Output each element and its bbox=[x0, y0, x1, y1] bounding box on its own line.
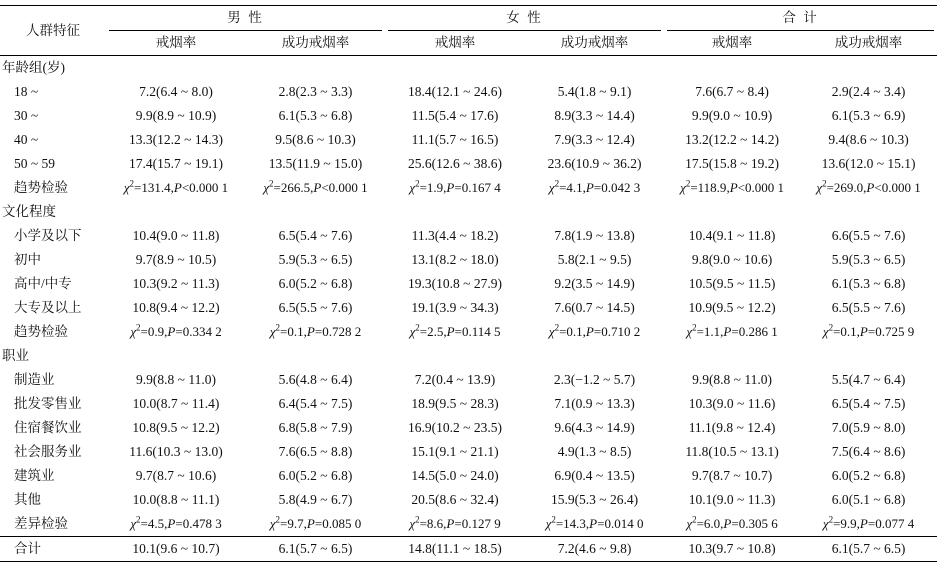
chi-superscript: 2 bbox=[269, 178, 274, 189]
total-cell: 10.3(9.7 ~ 10.8) bbox=[688, 541, 776, 556]
test-statistic: $\chi^2=6.0,P=0.305$ 6 bbox=[686, 514, 778, 531]
table-cell: 6.5(5.4 ~ 7.6) bbox=[278, 228, 353, 243]
chi-value: 269.0 bbox=[833, 180, 864, 195]
test-label: 趋势检验 bbox=[14, 324, 68, 339]
table-cell: 10.8(9.5 ~ 12.2) bbox=[132, 420, 220, 435]
p-symbol: P bbox=[866, 180, 875, 195]
row-label: 50 ~ 59 bbox=[14, 156, 56, 171]
p-value: 0.334 2 bbox=[182, 324, 222, 339]
table-cell: 17.4(15.7 ~ 19.1) bbox=[129, 156, 223, 171]
table-cell: 5.8(2.1 ~ 9.5) bbox=[557, 252, 632, 267]
table-cell: 6.0(5.2 ~ 6.8) bbox=[831, 468, 906, 483]
row-label: 大专及以上 bbox=[14, 300, 82, 315]
table-cell: 11.5(5.4 ~ 17.6) bbox=[411, 108, 499, 123]
table-cell: 7.5(6.4 ~ 8.6) bbox=[831, 444, 906, 459]
row-label: 批发零售业 bbox=[14, 396, 82, 411]
table-cell: 11.6(10.3 ~ 13.0) bbox=[129, 444, 223, 459]
p-value: 0.085 0 bbox=[322, 516, 362, 531]
total-cell: 10.1(9.6 ~ 10.7) bbox=[132, 541, 220, 556]
subheader-quit-rate: 戒烟率 bbox=[434, 35, 476, 50]
p-symbol: P bbox=[859, 324, 868, 339]
table-cell: 6.1(5.3 ~ 6.8) bbox=[278, 108, 353, 123]
table-cell: 9.7(8.9 ~ 10.5) bbox=[135, 252, 217, 267]
table-cell: 10.3(9.0 ~ 11.6) bbox=[688, 396, 776, 411]
test-statistic: $\chi^2=2.5,P=0.114$ 5 bbox=[409, 322, 501, 339]
chi-value: 2.5 bbox=[427, 324, 444, 339]
p-symbol: P bbox=[167, 324, 176, 339]
chi-symbol: χ bbox=[686, 324, 693, 339]
table-cell: 9.9(8.9 ~ 10.9) bbox=[135, 108, 217, 123]
chi-value: 0.1 bbox=[566, 324, 583, 339]
chi-value: 0.1 bbox=[287, 324, 304, 339]
test-row bbox=[0, 512, 937, 537]
table-cell: 5.5(4.7 ~ 6.4) bbox=[831, 372, 906, 387]
header-row-measures bbox=[0, 31, 937, 56]
p-symbol: P bbox=[585, 180, 594, 195]
table-cell: 15.1(9.1 ~ 21.1) bbox=[411, 444, 499, 459]
table-cell: 6.1(5.3 ~ 6.8) bbox=[831, 276, 906, 291]
chi-symbol: χ bbox=[680, 180, 686, 195]
total-cell: 14.8(11.1 ~ 18.5) bbox=[408, 541, 502, 556]
table-cell: 5.9(5.3 ~ 6.5) bbox=[278, 252, 353, 267]
table-cell: 6.1(5.3 ~ 6.9) bbox=[831, 108, 906, 123]
total-cell: 6.1(5.7 ~ 6.5) bbox=[831, 541, 906, 556]
chi-value: 131.4 bbox=[141, 180, 171, 195]
p-value: 0.127 9 bbox=[461, 516, 501, 531]
table-cell: 7.6(6.7 ~ 8.4) bbox=[695, 84, 769, 99]
chi-symbol: χ bbox=[269, 324, 276, 339]
p-symbol: P bbox=[446, 324, 455, 339]
chi-value: 9.9 bbox=[840, 516, 857, 531]
chi-value: 6.0 bbox=[703, 516, 721, 531]
chi-symbol: χ bbox=[822, 516, 829, 531]
p-value: 0.478 3 bbox=[182, 516, 222, 531]
table-cell: 23.6(10.9 ~ 36.2) bbox=[547, 156, 642, 171]
test-statistic: $\chi^2=9.9,P=0.077$ 4 bbox=[822, 514, 915, 531]
chi-value: 14.3 bbox=[563, 516, 586, 531]
test-statistic: $\chi^2=0.1,P=0.728$ 2 bbox=[269, 322, 362, 339]
table-cell: 7.8(1.9 ~ 13.8) bbox=[554, 228, 635, 243]
test-statistic: $\chi^2=4.1,P=0.042$ 3 bbox=[548, 178, 641, 195]
table-cell: 5.8(4.9 ~ 6.7) bbox=[278, 492, 353, 507]
table-cell: 7.6(0.7 ~ 14.5) bbox=[554, 300, 635, 315]
row-label: 40 ~ bbox=[14, 132, 39, 147]
row-label: 制造业 bbox=[14, 372, 55, 387]
p-symbol: P bbox=[729, 180, 738, 195]
p-value: 0.042 3 bbox=[601, 180, 641, 195]
row-label: 30 ~ bbox=[14, 108, 39, 123]
table-cell: 10.5(9.5 ~ 11.5) bbox=[688, 276, 776, 291]
chi-symbol: χ bbox=[409, 324, 416, 339]
table-cell: 2.8(2.3 ~ 3.3) bbox=[278, 84, 353, 99]
row-label: 住宿餐饮业 bbox=[14, 420, 82, 435]
chi-superscript: 2 bbox=[685, 178, 691, 189]
p-value: <0.000 1 bbox=[181, 180, 229, 195]
table-row bbox=[0, 128, 937, 152]
table-cell: 10.9(9.5 ~ 12.2) bbox=[688, 300, 776, 315]
test-statistic: $\chi^2=1.9,P=0.167$ 4 bbox=[409, 178, 501, 195]
test-row bbox=[0, 176, 937, 200]
table-row bbox=[0, 104, 937, 128]
table-cell: 15.9(5.3 ~ 26.4) bbox=[550, 492, 639, 507]
section-title-row bbox=[0, 200, 937, 224]
chi-symbol: χ bbox=[123, 180, 130, 195]
row-label: 初中 bbox=[14, 252, 41, 267]
table-cell: 5.4(1.8 ~ 9.1) bbox=[557, 84, 632, 99]
p-symbol: P bbox=[167, 516, 176, 531]
chi-symbol: χ bbox=[822, 324, 829, 339]
table-cell: 17.5(15.8 ~ 19.2) bbox=[685, 156, 779, 171]
p-symbol: P bbox=[313, 180, 322, 195]
section-title-row bbox=[0, 56, 937, 81]
table-cell: 11.8(10.5 ~ 13.1) bbox=[685, 444, 779, 459]
table-cell: 2.9(2.4 ~ 3.4) bbox=[831, 84, 906, 99]
test-statistic: $\chi^2=4.5,P=0.478$ 3 bbox=[130, 514, 222, 531]
chi-superscript: 2 bbox=[136, 322, 141, 333]
p-value: <0.000 1 bbox=[321, 180, 368, 195]
section-title: 年龄组(岁) bbox=[2, 60, 65, 75]
group-header-female: 女 性 bbox=[385, 6, 664, 32]
header-row-groups bbox=[0, 6, 937, 32]
table-cell: 9.9(9.0 ~ 10.9) bbox=[691, 108, 773, 123]
table-cell: 13.5(11.9 ~ 15.0) bbox=[268, 156, 363, 171]
table-cell: 10.4(9.0 ~ 11.8) bbox=[132, 228, 220, 243]
table-cell: 13.6(12.0 ~ 15.1) bbox=[821, 156, 916, 171]
p-symbol: P bbox=[723, 516, 732, 531]
table-cell: 9.9(8.8 ~ 11.0) bbox=[136, 372, 216, 387]
chi-superscript: 2 bbox=[136, 514, 141, 525]
table-cell: 2.3(−1.2 ~ 5.7) bbox=[553, 372, 636, 387]
table-cell: 8.9(3.3 ~ 14.4) bbox=[554, 108, 635, 123]
total-cell: 6.1(5.7 ~ 6.5) bbox=[278, 541, 353, 556]
row-label: 小学及以下 bbox=[14, 228, 82, 243]
table-row bbox=[0, 272, 937, 296]
table-cell: 13.3(12.2 ~ 14.3) bbox=[129, 132, 223, 147]
test-statistic: $\chi^2=118.9,P<0.000$ 1 bbox=[680, 178, 784, 195]
table-cell: 9.5(8.6 ~ 10.3) bbox=[275, 132, 356, 147]
table-cell: 6.0(5.2 ~ 6.8) bbox=[278, 276, 353, 291]
chi-superscript: 2 bbox=[692, 322, 697, 333]
table-row bbox=[0, 80, 937, 104]
row-label: 建筑业 bbox=[14, 468, 55, 483]
table-cell: 6.5(5.5 ~ 7.6) bbox=[278, 300, 353, 315]
chi-superscript: 2 bbox=[415, 178, 420, 189]
test-label: 趋势检验 bbox=[14, 180, 68, 195]
p-value: 0.710 2 bbox=[601, 324, 641, 339]
chi-superscript: 2 bbox=[415, 514, 420, 525]
p-symbol: P bbox=[585, 324, 594, 339]
chi-superscript: 2 bbox=[415, 322, 420, 333]
test-label: 差异检验 bbox=[14, 516, 68, 531]
chi-value: 1.9 bbox=[426, 180, 444, 195]
chi-value: 0.9 bbox=[147, 324, 165, 339]
chi-symbol: χ bbox=[816, 180, 823, 195]
row-label: 高中/中专 bbox=[14, 276, 72, 291]
table-cell: 10.0(8.8 ~ 11.1) bbox=[132, 492, 220, 507]
table-cell: 14.5(5.0 ~ 24.0) bbox=[411, 468, 499, 483]
chi-symbol: χ bbox=[409, 180, 416, 195]
table-cell: 10.8(9.4 ~ 12.2) bbox=[132, 300, 220, 315]
chi-value: 118.9 bbox=[697, 180, 727, 195]
chi-symbol: χ bbox=[686, 516, 693, 531]
table-cell: 9.7(8.7 ~ 10.7) bbox=[691, 468, 773, 483]
table-cell: 9.8(9.0 ~ 10.6) bbox=[691, 252, 773, 267]
table-row bbox=[0, 440, 937, 464]
table-row bbox=[0, 488, 937, 512]
table-cell: 19.3(10.8 ~ 27.9) bbox=[408, 276, 502, 291]
table-cell: 9.7(8.7 ~ 10.6) bbox=[135, 468, 217, 483]
table-cell: 10.3(9.2 ~ 11.3) bbox=[132, 276, 220, 291]
table-cell: 5.6(4.8 ~ 6.4) bbox=[278, 372, 353, 387]
test-statistic: $\chi^2=0.1,P=0.710$ 2 bbox=[548, 322, 641, 339]
table-cell: 10.0(8.7 ~ 11.4) bbox=[132, 396, 220, 411]
subheader-success-rate: 成功戒烟率 bbox=[560, 35, 629, 50]
p-symbol: P bbox=[589, 516, 598, 531]
table-row bbox=[0, 368, 937, 392]
chi-symbol: χ bbox=[545, 516, 552, 531]
row-label: 其他 bbox=[14, 492, 41, 507]
table-cell: 6.5(5.4 ~ 7.5) bbox=[831, 396, 906, 411]
table-cell: 7.0(5.9 ~ 8.0) bbox=[831, 420, 906, 435]
p-value: <0.000 1 bbox=[737, 180, 784, 195]
chi-superscript: 2 bbox=[828, 514, 834, 525]
p-value: 0.114 5 bbox=[461, 324, 501, 339]
chi-value: 8.6 bbox=[426, 516, 444, 531]
subheader-quit-rate: 戒烟率 bbox=[155, 35, 197, 50]
test-statistic: $\chi^2=266.5,P<0.000$ 1 bbox=[263, 178, 368, 195]
test-statistic: $\chi^2=8.6,P=0.127$ 9 bbox=[409, 514, 501, 531]
p-value: 0.725 9 bbox=[875, 324, 915, 339]
table-cell: 9.2(3.5 ~ 14.9) bbox=[554, 276, 635, 291]
chi-superscript: 2 bbox=[554, 178, 560, 189]
table-cell: 7.9(3.3 ~ 12.4) bbox=[554, 132, 635, 147]
table-row bbox=[0, 296, 937, 320]
p-value: 0.077 4 bbox=[875, 516, 915, 531]
table-cell: 7.2(0.4 ~ 13.9) bbox=[414, 372, 496, 387]
test-row bbox=[0, 320, 937, 344]
table-body bbox=[0, 56, 937, 562]
smoking-cessation-table bbox=[0, 5, 937, 562]
p-value: 0.286 1 bbox=[738, 324, 778, 339]
row-label: 社会服务业 bbox=[14, 444, 82, 459]
p-symbol: P bbox=[306, 516, 315, 531]
chi-superscript: 2 bbox=[275, 322, 281, 333]
corner-header: 人群特征 bbox=[26, 22, 80, 38]
chi-symbol: χ bbox=[548, 180, 555, 195]
table-cell: 6.8(5.8 ~ 7.9) bbox=[278, 420, 353, 435]
table-row bbox=[0, 464, 937, 488]
table-cell: 6.4(5.4 ~ 7.5) bbox=[278, 396, 353, 411]
chi-superscript: 2 bbox=[551, 514, 556, 525]
table-cell: 11.1(5.7 ~ 16.5) bbox=[411, 132, 499, 147]
table-cell: 10.4(9.1 ~ 11.8) bbox=[688, 228, 776, 243]
chi-superscript: 2 bbox=[828, 322, 834, 333]
chi-superscript: 2 bbox=[692, 514, 697, 525]
chi-value: 9.7 bbox=[287, 516, 304, 531]
chi-value: 1.1 bbox=[703, 324, 721, 339]
chi-symbol: χ bbox=[269, 516, 276, 531]
chi-superscript: 2 bbox=[275, 514, 281, 525]
table-cell: 4.9(1.3 ~ 8.5) bbox=[557, 444, 632, 459]
total-row bbox=[0, 537, 937, 562]
section-title-row bbox=[0, 344, 937, 368]
table-cell: 6.0(5.1 ~ 6.8) bbox=[831, 492, 906, 507]
table-row bbox=[0, 152, 937, 176]
p-value: 0.305 6 bbox=[738, 516, 778, 531]
table-cell: 20.5(8.6 ~ 32.4) bbox=[411, 492, 499, 507]
table-cell: 18.9(9.5 ~ 28.3) bbox=[411, 396, 499, 411]
table-row bbox=[0, 224, 937, 248]
test-statistic: $\chi^2=14.3,P=0.014$ 0 bbox=[545, 514, 644, 531]
chi-symbol: χ bbox=[263, 180, 270, 195]
subheader-success-rate: 成功戒烟率 bbox=[281, 35, 350, 50]
table-cell: 6.5(5.5 ~ 7.6) bbox=[831, 300, 906, 315]
p-symbol: P bbox=[859, 516, 868, 531]
p-symbol: P bbox=[446, 516, 455, 531]
p-value: 0.728 2 bbox=[322, 324, 362, 339]
table-cell: 16.9(10.2 ~ 23.5) bbox=[408, 420, 502, 435]
table-cell: 13.1(8.2 ~ 18.0) bbox=[411, 252, 499, 267]
subheader-quit-rate: 戒烟率 bbox=[711, 35, 753, 50]
subheader-success-rate: 成功戒烟率 bbox=[834, 35, 903, 50]
group-header-total: 合 计 bbox=[664, 6, 937, 32]
table-cell: 5.9(5.3 ~ 6.5) bbox=[831, 252, 906, 267]
table-cell: 10.1(9.0 ~ 11.3) bbox=[688, 492, 776, 507]
p-symbol: P bbox=[723, 324, 732, 339]
table-cell: 9.4(8.6 ~ 10.3) bbox=[828, 132, 909, 147]
test-statistic: $\chi^2=1.1,P=0.286$ 1 bbox=[686, 322, 778, 339]
total-cell: 7.2(4.6 ~ 9.8) bbox=[557, 541, 632, 556]
chi-symbol: χ bbox=[130, 516, 137, 531]
table-cell: 9.6(4.3 ~ 14.9) bbox=[554, 420, 635, 435]
chi-superscript: 2 bbox=[554, 322, 560, 333]
chi-value: 0.1 bbox=[840, 324, 857, 339]
p-value: <0.000 1 bbox=[874, 180, 921, 195]
table-cell: 7.2(6.4 ~ 8.0) bbox=[139, 84, 213, 99]
chi-symbol: χ bbox=[130, 324, 137, 339]
chi-superscript: 2 bbox=[822, 178, 827, 189]
p-symbol: P bbox=[173, 180, 182, 195]
p-symbol: P bbox=[446, 180, 455, 195]
p-symbol: P bbox=[306, 324, 315, 339]
table-row bbox=[0, 248, 937, 272]
test-statistic: $\chi^2=131.4,P<0.000$ 1 bbox=[123, 178, 229, 195]
table-cell: 11.3(4.4 ~ 18.2) bbox=[411, 228, 499, 243]
chi-superscript: 2 bbox=[129, 178, 135, 189]
table-cell: 9.9(8.8 ~ 11.0) bbox=[692, 372, 772, 387]
test-statistic: $\chi^2=9.7,P=0.085$ 0 bbox=[269, 514, 362, 531]
chi-symbol: χ bbox=[548, 324, 555, 339]
chi-symbol: χ bbox=[409, 516, 416, 531]
total-label: 合计 bbox=[14, 541, 41, 556]
table-cell: 13.2(12.2 ~ 14.2) bbox=[685, 132, 779, 147]
table-cell: 6.9(0.4 ~ 13.5) bbox=[554, 468, 635, 483]
table-cell: 6.0(5.2 ~ 6.8) bbox=[278, 468, 353, 483]
test-statistic: $\chi^2=0.1,P=0.725$ 9 bbox=[822, 322, 915, 339]
group-header-male: 男 性 bbox=[106, 6, 385, 32]
table-cell: 25.6(12.6 ~ 38.6) bbox=[408, 156, 502, 171]
table-cell: 6.6(5.5 ~ 7.6) bbox=[831, 228, 906, 243]
table-cell: 7.6(6.5 ~ 8.8) bbox=[278, 444, 353, 459]
table-cell: 7.1(0.9 ~ 13.3) bbox=[554, 396, 635, 411]
table-row bbox=[0, 416, 937, 440]
table-cell: 11.1(9.8 ~ 12.4) bbox=[688, 420, 776, 435]
table-cell: 19.1(3.9 ~ 34.3) bbox=[411, 300, 499, 315]
row-label: 18 ~ bbox=[14, 84, 39, 99]
table-row bbox=[0, 392, 937, 416]
section-title: 职业 bbox=[2, 348, 29, 363]
chi-value: 266.5 bbox=[280, 180, 311, 195]
test-statistic: $\chi^2=269.0,P<0.000$ 1 bbox=[816, 178, 921, 195]
section-title: 文化程度 bbox=[2, 204, 56, 219]
chi-value: 4.1 bbox=[566, 180, 583, 195]
test-statistic: $\chi^2=0.9,P=0.334$ 2 bbox=[130, 322, 222, 339]
table-cell: 18.4(12.1 ~ 24.6) bbox=[408, 84, 502, 99]
chi-value: 4.5 bbox=[147, 516, 165, 531]
p-value: 0.167 4 bbox=[461, 180, 501, 195]
p-value: 0.014 0 bbox=[604, 516, 644, 531]
